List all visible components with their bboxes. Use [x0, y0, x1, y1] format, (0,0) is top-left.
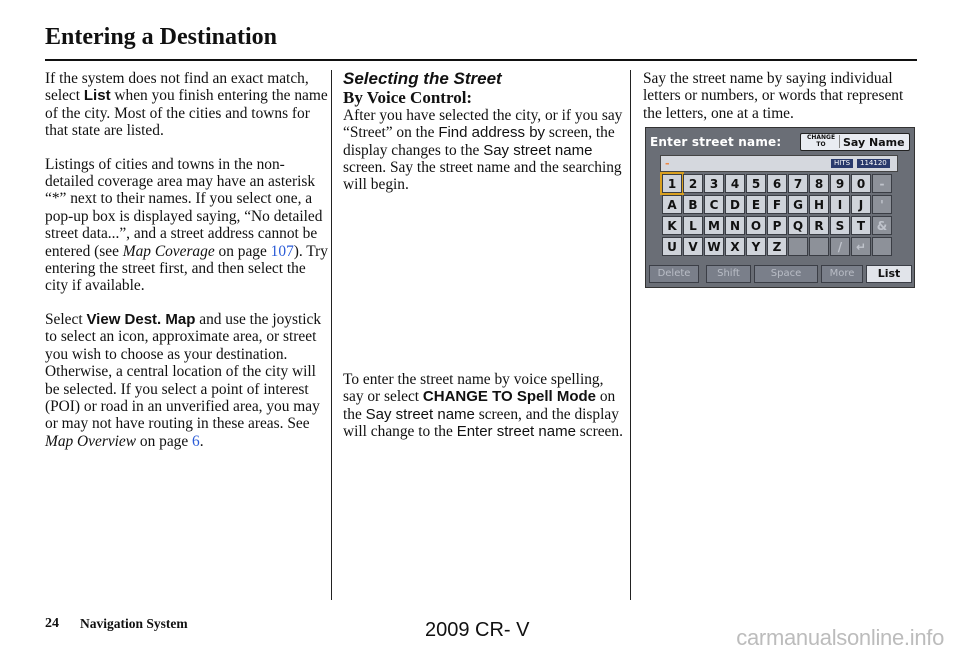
- find-address-ref: Find address by: [438, 124, 546, 142]
- key-2-6[interactable]: Q: [788, 216, 808, 235]
- key-3-3[interactable]: X: [725, 237, 745, 256]
- key-2-8[interactable]: S: [830, 216, 850, 235]
- say-name-label: Say Name: [843, 136, 905, 149]
- sub-heading: By Voice Control:: [343, 88, 473, 108]
- key-1-4[interactable]: E: [746, 195, 766, 214]
- column-divider-2: [630, 70, 631, 600]
- key-0-2[interactable]: 3: [704, 174, 724, 193]
- key-0-4[interactable]: 5: [746, 174, 766, 193]
- list-button[interactable]: List: [866, 265, 912, 283]
- page-link-107[interactable]: 107: [270, 242, 294, 260]
- key-2-3[interactable]: N: [725, 216, 745, 235]
- column-middle: [343, 70, 623, 456]
- more-button[interactable]: More: [821, 265, 863, 283]
- key-1-8[interactable]: I: [830, 195, 850, 214]
- hits-count: 114120: [857, 159, 890, 168]
- text-cursor: -: [665, 157, 670, 170]
- key-3-4[interactable]: Y: [746, 237, 766, 256]
- view-dest-map-ref: View Dest. Map: [86, 310, 196, 328]
- book-name: Navigation System: [80, 616, 188, 631]
- vehicle-model: 2009 CR- V: [425, 619, 530, 641]
- key-3-1[interactable]: V: [683, 237, 703, 256]
- key-3-0[interactable]: U: [662, 237, 682, 256]
- key-1-10[interactable]: ': [872, 195, 892, 214]
- key-0-1[interactable]: 2: [683, 174, 703, 193]
- key-1-3[interactable]: D: [725, 195, 745, 214]
- key-2-0[interactable]: K: [662, 216, 682, 235]
- key-0-9[interactable]: 0: [851, 174, 871, 193]
- street-entry-field[interactable]: [660, 155, 898, 172]
- map-overview-ref: Map Overview: [45, 432, 137, 450]
- key-1-5[interactable]: F: [767, 195, 787, 214]
- change-to-label: CHANGE TO: [803, 135, 840, 148]
- say-street-name-ref-2: Say street name: [365, 405, 475, 423]
- key-2-2[interactable]: M: [704, 216, 724, 235]
- page-link-6[interactable]: 6: [192, 432, 200, 450]
- key-0-6[interactable]: 7: [788, 174, 808, 193]
- key-3-7[interactable]: [809, 237, 829, 256]
- key-1-6[interactable]: G: [788, 195, 808, 214]
- key-2-10[interactable]: &: [872, 216, 892, 235]
- paragraph-spelling: Say the street name by saying individual letters or numbers, or words that represent the letters, one at a time.: [643, 70, 904, 122]
- page-title: Entering a Destination: [45, 24, 278, 50]
- key-2-7[interactable]: R: [809, 216, 829, 235]
- change-to-spell-mode-ref: CHANGE TO Spell Mode: [422, 388, 596, 406]
- paragraph-spell-mode: To enter the street name by voice spelling, say or select CHANGE TO Spell Mode on the Say street name screen, and the display will change to the Enter street name screen.: [343, 370, 623, 441]
- key-0-0[interactable]: 1: [662, 174, 682, 193]
- paragraph-list: If the system does not find an exact match, select List when you finish entering the name of the city. Most of the cities and towns for that state are listed.: [45, 70, 328, 140]
- key-3-5[interactable]: Z: [767, 237, 787, 256]
- paragraph-say-street: After you have selected the city, or if you say “Street” on the Find address by screen, the display changes to the Say street name screen. Say the street name and the searching will begin.: [343, 106, 623, 194]
- say-street-name-ref: Say street name: [483, 141, 593, 159]
- delete-button[interactable]: Delete: [649, 265, 699, 283]
- key-1-1[interactable]: B: [683, 195, 703, 214]
- enter-street-name-ref: Enter street name: [456, 423, 576, 441]
- key-2-5[interactable]: P: [767, 216, 787, 235]
- paragraph-asterisk: Listings of cities and towns in the non-detailed coverage area may have an asterisk “*” next to their names. If you select one, a pop-up box is displayed saying, “No detailed street data...”, and a street address cannot be entered (see Map Coverage on page 107). Try entering the street first, and then select the city if available.: [45, 155, 328, 295]
- key-1-0[interactable]: A: [662, 195, 682, 214]
- key-3-6[interactable]: [788, 237, 808, 256]
- section-heading: Selecting the Street: [343, 69, 502, 88]
- key-1-9[interactable]: J: [851, 195, 871, 214]
- change-to-say-name-button[interactable]: [800, 133, 910, 151]
- key-3-10[interactable]: [872, 237, 892, 256]
- key-0-7[interactable]: 8: [809, 174, 829, 193]
- key-0-10[interactable]: -: [872, 174, 892, 193]
- watermark: carmanualsonline.info: [736, 625, 944, 650]
- key-1-7[interactable]: H: [809, 195, 829, 214]
- shift-button[interactable]: Shift: [706, 265, 751, 283]
- screen-title: Enter street name:: [650, 135, 782, 149]
- column-left: [45, 70, 330, 466]
- page-number: 24: [45, 616, 59, 631]
- key-0-3[interactable]: 4: [725, 174, 745, 193]
- key-2-4[interactable]: O: [746, 216, 766, 235]
- key-0-5[interactable]: 6: [767, 174, 787, 193]
- list-ref: List: [83, 87, 111, 105]
- hits-label: HITS: [831, 159, 853, 168]
- paragraph-view-dest: Select View Dest. Map and use the joystick to select an icon, approximate area, or street you wish to choose as your destination. Otherwise, a central location of the city will be selected. If you select a point of interest (POI) or road in an unverified area, you may or may not have routing in these areas. See Map Overview on page 6.: [45, 310, 322, 450]
- key-3-2[interactable]: W: [704, 237, 724, 256]
- map-coverage-ref: Map Coverage: [122, 242, 215, 260]
- key-0-8[interactable]: 9: [830, 174, 850, 193]
- key-3-9[interactable]: ↵: [851, 237, 871, 256]
- title-rule: [45, 59, 917, 61]
- key-2-1[interactable]: L: [683, 216, 703, 235]
- enter-street-name-screen: [645, 127, 915, 288]
- key-2-9[interactable]: T: [851, 216, 871, 235]
- column-divider-1: [331, 70, 332, 600]
- key-1-2[interactable]: C: [704, 195, 724, 214]
- space-button[interactable]: Space: [754, 265, 818, 283]
- key-3-8[interactable]: /: [830, 237, 850, 256]
